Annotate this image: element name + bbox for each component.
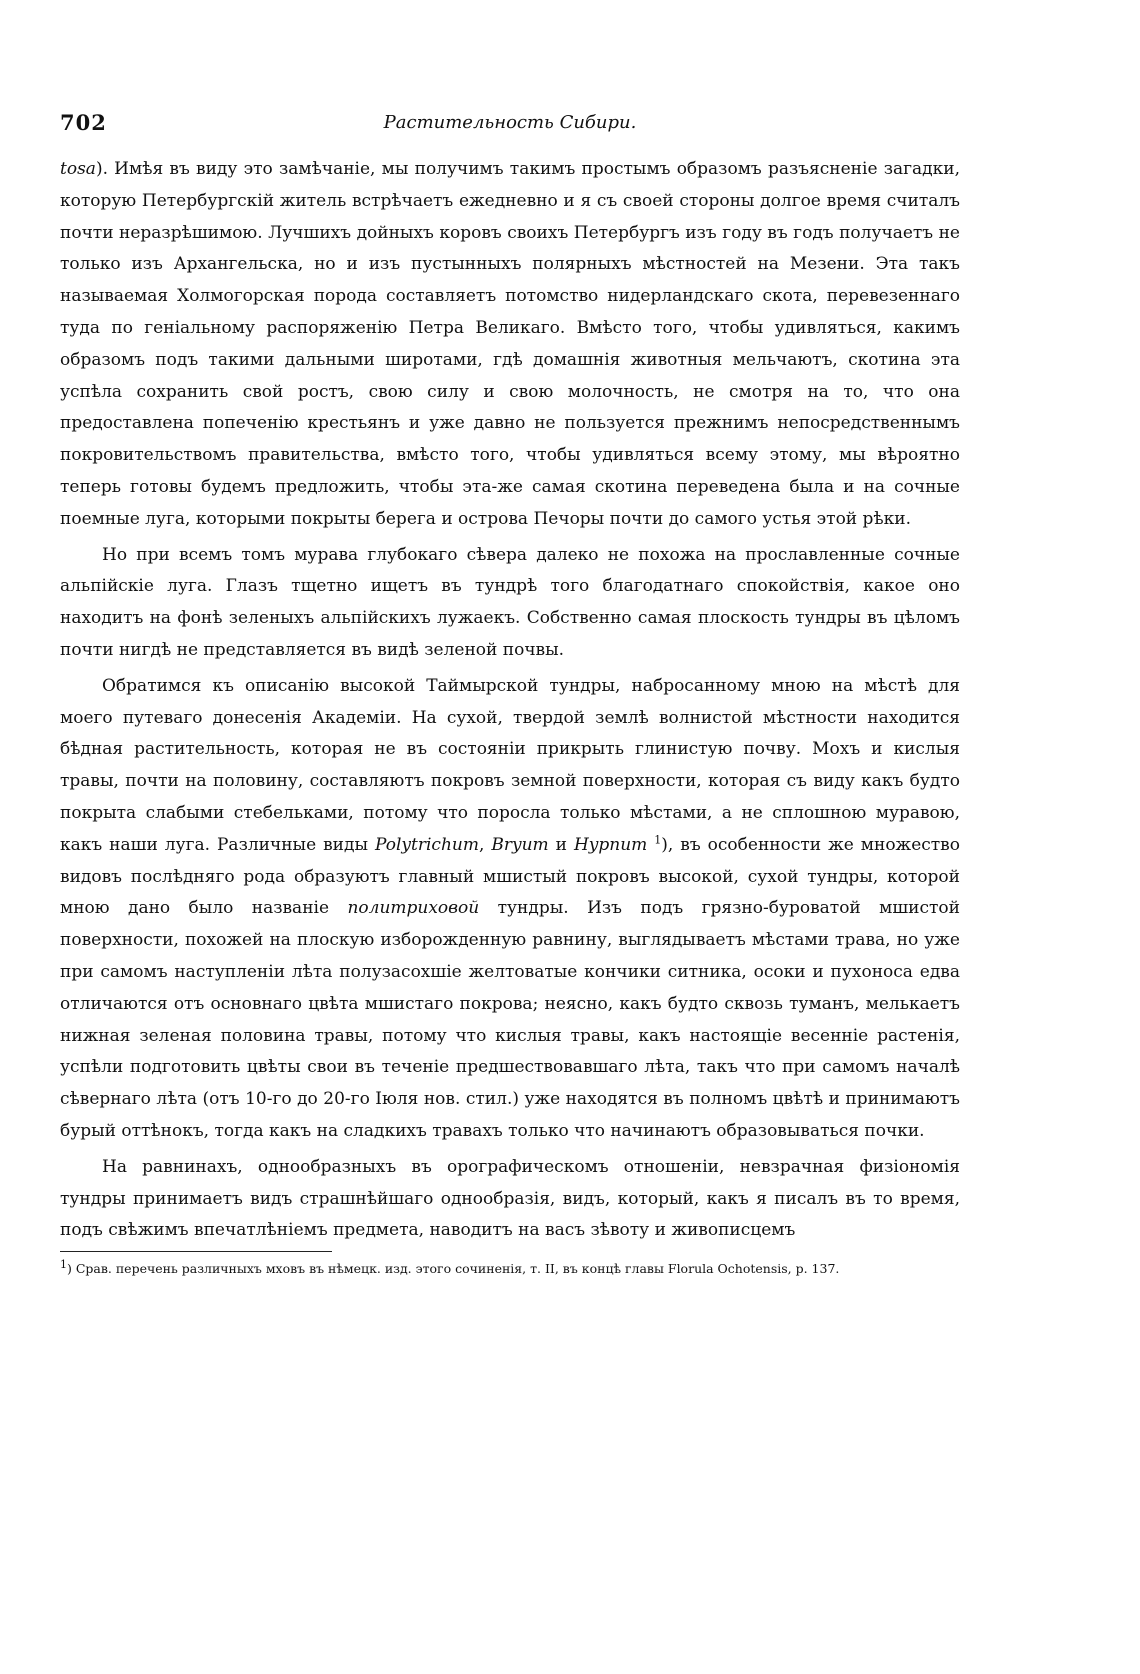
footnote-marker: 1 <box>60 1257 67 1271</box>
running-title: Растительность Сибири. <box>383 112 637 133</box>
italic-term: Polytrichum <box>375 834 479 855</box>
italic-term: политриховой <box>347 898 480 919</box>
page-number: 702 <box>60 110 107 135</box>
body-text <box>60 154 960 1247</box>
italic-term: Bryum <box>491 834 549 855</box>
paragraph-2 <box>60 540 960 667</box>
paragraph-3 <box>60 671 960 1148</box>
footnote <box>60 1256 960 1282</box>
text-run: Но при всемъ томъ мурава глубокаго сѣвера далеко не похожа на прославленные сочные альпійскіе луга. Глазъ тщетно ищетъ въ тундрѣ того благодатнаго спокойствія, какое оно находитъ на фонѣ зеленыхъ альпійскихъ лужаекъ. Собственно самая плоскость тундры въ цѣломъ почти нигдѣ не представляется въ видѣ зеленой почвы. <box>60 544 960 660</box>
text-run: и <box>548 834 574 855</box>
text-run: , <box>478 834 492 855</box>
footnote-text: ) Срав. перечень различныхъ мховъ въ нѣмецк. изд. этого сочиненія, т. II, въ концѣ главы Florula Ochotensis, p. 137. <box>67 1261 840 1277</box>
text-run: Обратимся къ описанію высокой Таймырской тундры, набросанному мною на мѣстѣ для моего путеваго донесенія Академіи. На сухой, твердой землѣ волнистой мѣстности находится бѣдная растительность, которая не въ состояніи прикрыть глинистую почву. Мохъ и кислыя травы, почти на половину, составляютъ покровъ земной поверхности, которая съ виду какъ будто покрыта слабыми стебельками, потому что поросла только мѣстами, а не сплошною муравою, какъ наши луга. Различные виды <box>60 675 960 855</box>
text-run: ), въ особенности же множество видовъ послѣдняго рода образуютъ главный мшистый покровъ высокой, сухой тундры, которой мною дано было названіе <box>60 834 960 919</box>
italic-term: Hypnum <box>573 834 648 855</box>
paragraph-4 <box>60 1152 960 1247</box>
text-run: тундры. Изъ подъ грязно-буроватой мшистой поверхности, похожей на плоскую изборожденную равнину, выглядываетъ мѣстами трава, но уже при самомъ наступленіи лѣта полузасохшіе желтоватые кончики ситника, осоки и пухоноса едва отличаются отъ основнаго цвѣта мшистаго покрова; неясно, какъ будто сквозь туманъ, мелькаетъ нижная зеленая половина травы, потому что кислыя травы, какъ настоящіе весенніе растенія, успѣли подготовить цвѣты свои въ теченіе предшествовавшаго лѣта, такъ что при самомъ началѣ сѣвернаго лѣта (отъ 10-го до 20-го Іюля нов. стил.) уже находятся въ полномъ цвѣтѣ и принимаютъ бурый оттѣнокъ, тогда какъ на сладкихъ травахъ только что начинаютъ образовываться почки. <box>60 898 961 1141</box>
text-run: На равнинахъ, однообразныхъ въ орографическомъ отношеніи, невзрачная физіономія тундры принимаетъ видъ страшнѣйшаго однообразія, видъ, который, какъ я писалъ въ то время, подъ свѣжимъ впечатлѣніемъ предмета, наводитъ на васъ зѣвоту и живописцемъ <box>60 1156 960 1241</box>
paragraph-1 <box>60 154 960 536</box>
running-head <box>60 108 960 148</box>
italic-term: tosa <box>60 159 96 179</box>
book-page <box>60 108 960 1282</box>
text-run: ). Имѣя въ виду это замѣчаніе, мы получимъ такимъ простымъ образомъ разъясненіе загадки, которую Петербургскій житель встрѣчаетъ ежедневно и я съ своей стороны долгое время считалъ почти неразрѣшимою. Лучшихъ дойныхъ коровъ своихъ Петербургъ изъ году въ годъ получаетъ не только изъ Архангельска, но и изъ пустынныхъ полярныхъ мѣстностей на Мезени. Эта такъ называемая Холмогорская порода составляетъ потомство нидерландскаго скота, перевезеннаго туда по геніальному распоряженію Петра Великаго. Вмѣсто того, чтобы удивляться, какимъ образомъ подъ такими дальными широтами, гдѣ домашнія животныя мельчаютъ, скотина эта успѣла сохранить свой ростъ, свою силу и свою молочность, не смотря на то, что она предоставлена попеченію крестьянъ и уже давно не пользуется прежнимъ непосредственнымъ покровительствомъ правительства, вмѣсто того, чтобы удивляться всему этому, мы вѣроятно теперь готовы будемъ предложить, чтобы эта-же самая скотина переведена была и на сочные поемные луга, которыми покрыты берега и острова Печоры почти до самого устья этой рѣки. <box>60 159 960 529</box>
footnote-divider <box>60 1251 332 1252</box>
footnote-reference: 1 <box>654 833 662 847</box>
